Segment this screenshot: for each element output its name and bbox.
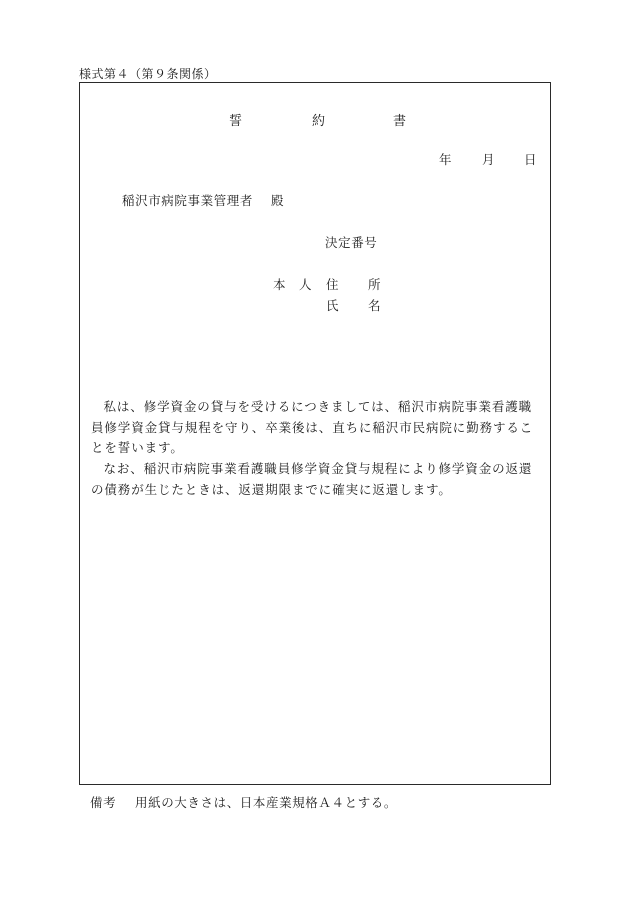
- pledge-form-frame: [79, 82, 551, 785]
- date-day-label: 日: [524, 152, 537, 167]
- address-label-char-1: 住: [326, 277, 339, 292]
- title-char-3: 書: [393, 114, 407, 129]
- decision-number-label: 決定番号: [325, 235, 378, 250]
- honorific: 殿: [271, 193, 284, 208]
- remarks-label: 備考: [90, 795, 117, 810]
- applicant-principal-label: 本 人: [273, 277, 313, 292]
- form-number: 様式第４（第９条関係）: [79, 67, 217, 81]
- name-label-char-2: 名: [368, 298, 381, 313]
- date-month-label: 月: [482, 152, 495, 167]
- name-label-char-1: 氏: [326, 298, 339, 313]
- pledge-paragraph-2: なお、稲沢市病院事業看護職員修学資金貸与規程により修学資金の返還の債務が生じたときは、返還期限までに確実に返還します。: [91, 461, 533, 497]
- addressee: 稲沢市病院事業管理者: [122, 193, 254, 208]
- address-label-char-2: 所: [368, 277, 381, 292]
- remarks-text: 用紙の大きさは、日本産業規格Ａ４とする。: [135, 795, 398, 810]
- date-year-label: 年: [439, 152, 452, 167]
- title-char-2: 約: [312, 114, 326, 129]
- title-char-1: 誓: [229, 114, 243, 129]
- pledge-paragraph-1: 私は、修学資金の貸与を受けるにつきましては、稲沢市病院事業看護職員修学資金貸与規程を守り、卒業後は、直ちに稲沢市民病院に勤務することを誓います。: [91, 399, 534, 455]
